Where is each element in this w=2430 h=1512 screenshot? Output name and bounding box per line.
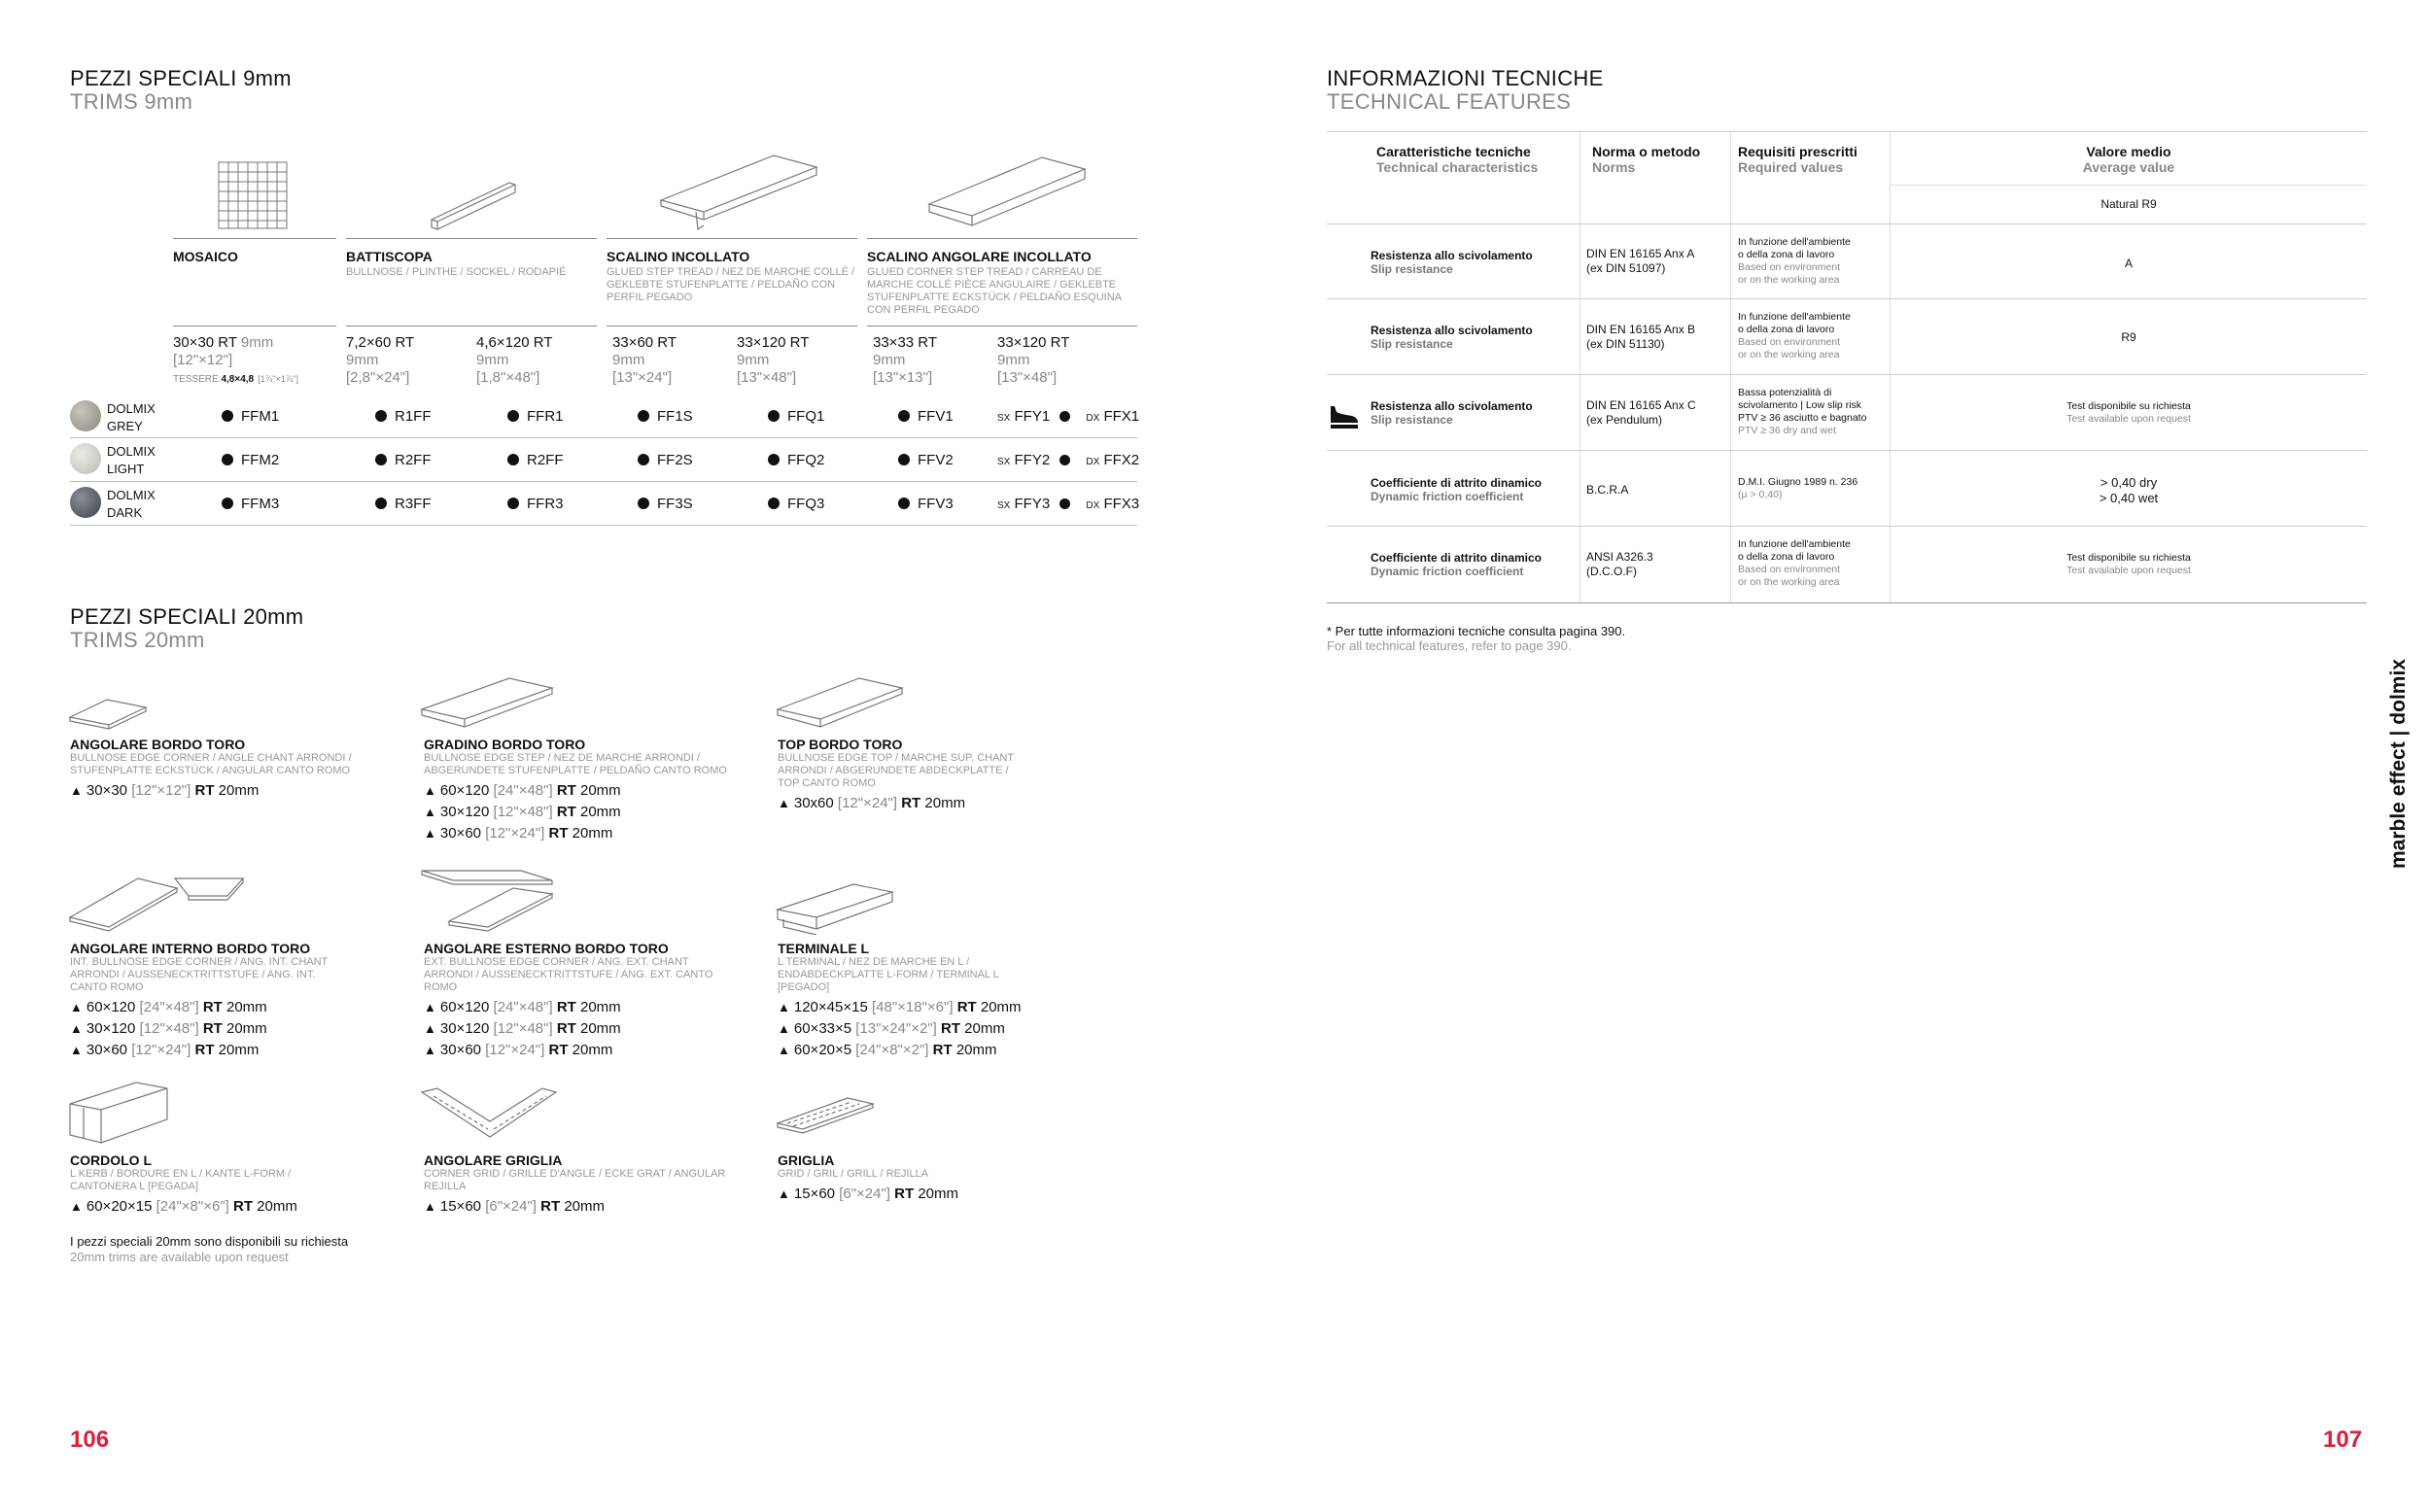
size-main: 33×120 RT [737, 334, 810, 351]
corner-bullnose-icon [68, 696, 150, 731]
td-char-2: Resistenza allo scivolamento Slip resistance [1371, 324, 1533, 351]
internal-corner-icon [68, 875, 247, 933]
size-main: 33×120 RT [997, 334, 1070, 351]
trim-item-corner-grid [424, 1152, 754, 1218]
code-cell: FFR1 [507, 408, 564, 425]
td-char-1: Resistenza allo scivolamento Slip resistance [1371, 249, 1533, 276]
item-name: ANGOLARE ESTERNO BORDO TORO [424, 941, 669, 956]
item-sub-line: ABGERUNDETE STUFENPLATTE / PELDAÑO CANTO ROMO [424, 765, 727, 776]
color-label-grey [107, 400, 156, 435]
step-tread-icon [657, 152, 822, 233]
code-cell-sxdx: SX FFY2 DX FFX2 [997, 452, 1140, 468]
col-mosaic-name: MOSAICO [173, 249, 238, 264]
corner-grid-icon [420, 1086, 560, 1145]
item-sub-line: ARRONDI / ABGERUNDETE ABDECKPLATTE / [778, 765, 1009, 776]
item-name: ANGOLARE BORDO TORO [70, 737, 246, 752]
th-characteristics: Caratteristiche tecniche Technical characteristics [1376, 144, 1539, 175]
color-line2: DARK [107, 505, 143, 520]
item-sub-line: BULLNOSE EDGE STEP / NEZ DE MARCHE ARRONDI / [424, 752, 701, 764]
page-number-left: 106 [70, 1426, 110, 1453]
trims20-title: PEZZI SPECIALI 20mm [70, 604, 304, 629]
item-sub-line: ARRONDI / AUSSENECKTRITTSTUFE / ANG. INT. [70, 969, 316, 980]
size-inch: [13"×13"] [873, 369, 933, 386]
size-line: ▲ 30×60 [12"×24"] RT 20mm [70, 1042, 260, 1058]
shoe-icon [1327, 396, 1360, 430]
tessere-label: TESSERE: [173, 374, 222, 385]
tech-title: INFORMAZIONI TECNICHE [1327, 66, 1604, 90]
color-label-dark [107, 487, 156, 522]
size-thick: 9mm [346, 352, 379, 368]
size-line: ▲ 30×120 [12"×48"] RT 20mm [424, 1020, 621, 1037]
td-val-4: > 0,40 dry > 0,40 wet [2099, 475, 2159, 505]
tessere-value: 4,8×4,8 [221, 374, 255, 385]
item-sub-line: ROMO [424, 981, 458, 993]
skirting-icon [428, 177, 517, 231]
item-sub-line: CORNER GRID / GRILLE D'ANGLE / ECKE GRAT / ANGULAR [424, 1168, 726, 1180]
trim-item-bullnose-step [424, 737, 754, 844]
item-sub-line: ENDABDECKPLATTE L-FORM / TERMINAL L [778, 969, 999, 980]
color-line1: DOLMIX [107, 401, 156, 416]
td-char-3: Resistenza allo scivolamento Slip resistance [1371, 399, 1533, 427]
code-cell: FFQ1 [768, 408, 824, 425]
code-cell: FFV3 [898, 496, 954, 512]
size-line: ▲ 30×120 [12"×48"] RT 20mm [424, 804, 621, 820]
item-sub-line: REJILLA [424, 1181, 467, 1192]
size-thick: 9mm [737, 352, 770, 368]
td-req-1: In funzione dell'ambiente o della zona di lavoro Based on environment or on the working area [1738, 236, 1851, 286]
code-cell: FFV2 [898, 452, 954, 468]
th-required: Requisiti prescritti Required values [1738, 144, 1857, 175]
th-norms: Norma o metodo Norms [1592, 144, 1701, 175]
td-req-4: D.M.I. Giugno 1989 n. 236 (μ > 0,40) [1738, 476, 1858, 500]
size-line: ▲ 60×33×5 [13"×24"×2"] RT 20mm [778, 1020, 1005, 1037]
col-skirting-sub: BULLNOSE / PLINTHE / SOCKEL / RODAPIÉ [346, 266, 567, 278]
code-cell: R2FF [507, 452, 564, 468]
size-thick: 9mm [997, 352, 1030, 368]
trim-item-external-corner [424, 941, 754, 1061]
page-number-right: 107 [2323, 1426, 2363, 1453]
item-name: TERMINALE L [778, 941, 870, 956]
col-step-name: SCALINO INCOLLATO [607, 249, 750, 264]
size-line: ▲ 15×60 [6"×24"] RT 20mm [424, 1198, 605, 1215]
td-req-5: In funzione dell'ambiente o della zona di lavoro Based on environment or on the working area [1738, 538, 1851, 588]
size-line: ▲ 15×60 [6"×24"] RT 20mm [778, 1186, 958, 1202]
swatch-dark [70, 487, 101, 518]
size-main: 30×30 RT [173, 334, 237, 351]
td-norm-3: DIN EN 16165 Anx C (ex Pendulum) [1586, 398, 1696, 427]
trims20-note-en: 20mm trims are available upon request [70, 1250, 289, 1264]
code-cell: FFM2 [222, 452, 279, 468]
trim-item-internal-corner [70, 941, 400, 1061]
item-sub-line: ARRONDI / AUSSENECKTRITTSTUFE / ANG. EXT. CANTO [424, 969, 713, 980]
trims20-subtitle: TRIMS 20mm [70, 628, 205, 652]
size-thick: 9mm [240, 334, 274, 351]
col-corner-step-sub: GLUED CORNER STEP TREAD / CARREAU DE MARCHE COLLÉ PIÈCE ANGULAIRE / GEKLEBTE STUFENPLATTE ECKSTÜCK / PELDAÑO ESQUINA CON PERFIL PEGADO [867, 266, 1122, 316]
item-name: GRIGLIA [778, 1152, 835, 1168]
code-cell: FF2S [638, 452, 693, 468]
item-sub-line: CANTONERA L [PEGADA] [70, 1181, 199, 1192]
code-cell: FFQ2 [768, 452, 824, 468]
size-line: ▲ 60×120 [24"×48"] RT 20mm [424, 782, 621, 799]
trims20-note-it: I pezzi speciali 20mm sono disponibili su richiesta [70, 1234, 349, 1249]
size-thick: 9mm [873, 352, 906, 368]
l-terminal-icon [776, 880, 896, 935]
size-step-2 [737, 334, 809, 387]
item-sub-line: [PEGADO] [778, 981, 830, 993]
grid-icon [776, 1094, 877, 1141]
size-line: ▲ 60×120 [24"×48"] RT 20mm [70, 999, 267, 1015]
size-skirting-1 [346, 334, 414, 387]
size-inch: [13"×48"] [997, 369, 1058, 386]
bullnose-step-icon [420, 674, 556, 733]
item-sub-line: L TERMINAL / NEZ DE MARCHE EN L / [778, 956, 970, 968]
td-req-2: In funzione dell'ambiente o della zona di lavoro Based on environment or on the working area [1738, 311, 1851, 361]
size-thick: 9mm [612, 352, 645, 368]
code-cell: FFM1 [222, 408, 279, 425]
external-corner-icon [420, 865, 560, 933]
swatch-light [70, 443, 101, 474]
size-step-1 [612, 334, 677, 387]
tech-subtitle: TECHNICAL FEATURES [1327, 89, 1572, 114]
item-sub-line: BULLNOSE EDGE CORNER / ANGLE CHANT ARRONDI / [70, 752, 352, 764]
item-sub-line: INT. BULLNOSE EDGE CORNER / ANG. INT. CHANT [70, 956, 329, 968]
code-cell-sxdx: SX FFY3 DX FFX3 [997, 496, 1140, 512]
size-mosaic [173, 334, 298, 389]
side-label-series: marble effect [2387, 741, 2410, 869]
size-inch: [2,8"×24"] [346, 369, 410, 386]
td-char-4: Coefficiente di attrito dinamico Dynamic friction coefficient [1371, 476, 1543, 503]
col-step-sub: GLUED STEP TREAD / NEZ DE MARCHE COLLÉ / GEKLEBTE STUFENPLATTE / PELDAÑO CON PERFIL PEGADO [607, 266, 855, 303]
size-skirting-2 [476, 334, 553, 387]
td-val-5: Test disponibile su richiesta Test available upon request [2066, 552, 2191, 576]
size-line: ▲ 30x60 [12"×24"] RT 20mm [778, 795, 966, 811]
tessere-inch: [1⅞"×1⅞"] [258, 374, 298, 384]
td-req-3: Bassa potenzialità di scivolamento | Low slip risk PTV ≥ 36 asciutto e bagnato PTV ≥ 36 dry and wet [1738, 387, 1867, 436]
size-main: 7,2×60 RT [346, 334, 415, 351]
side-label-separator: | [2387, 730, 2410, 737]
item-sub-line: CANTO ROMO [70, 981, 144, 993]
item-name: ANGOLARE INTERNO BORDO TORO [70, 941, 311, 956]
color-line2: LIGHT [107, 462, 145, 476]
td-norm-4: B.C.R.A [1586, 483, 1629, 497]
trim-item-l-terminal [778, 941, 1069, 1061]
td-val-3: Test disponibile su richiesta Test available upon request [2066, 400, 2191, 425]
td-norm-2: DIN EN 16165 Anx B (ex DIN 51130) [1586, 323, 1696, 351]
trims9-subtitle: TRIMS 9mm [70, 89, 193, 114]
item-name: CORDOLO L [70, 1152, 152, 1168]
corner-step-tread-icon [923, 152, 1089, 233]
size-line: ▲ 60×120 [24"×48"] RT 20mm [424, 999, 621, 1015]
code-cell: FFM3 [222, 496, 279, 512]
code-cell: FFQ3 [768, 496, 824, 512]
mosaic-icon [218, 161, 290, 231]
trim-item-grid [778, 1152, 1069, 1205]
color-label-light [107, 443, 156, 478]
side-label [2387, 659, 2411, 869]
size-inch: [12"×12"] [173, 352, 233, 368]
swatch-grey [70, 400, 101, 431]
item-sub-line: STUFENPLATTE ECKSTÜCK / ANGULAR CANTO ROMO [70, 765, 351, 776]
size-main: 33×60 RT [612, 334, 677, 351]
td-char-5: Coefficiente di attrito dinamico Dynamic friction coefficient [1371, 551, 1543, 578]
item-sub-line: GRID / GRIL / GRILL / REJILLA [778, 1168, 929, 1180]
size-line: ▲ 60×20×15 [24"×8"×6"] RT 20mm [70, 1198, 297, 1215]
trim-item-corner-bullnose [70, 737, 400, 802]
color-line1: DOLMIX [107, 444, 156, 459]
code-cell: FF3S [638, 496, 693, 512]
size-main: 4,6×120 RT [476, 334, 553, 351]
size-inch: [1,8"×48"] [476, 369, 540, 386]
side-label-collection: dolmix [2387, 659, 2410, 725]
item-sub-line: BULLNOSE EDGE TOP / MARCHE SUP. CHANT [778, 752, 1015, 764]
item-name: GRADINO BORDO TORO [424, 737, 586, 752]
size-corner-1 [873, 334, 937, 387]
size-line: ▲ 30×30 [12"×12"] RT 20mm [70, 782, 260, 799]
tech-note-en: For all technical features, refer to page 390. [1327, 638, 1572, 653]
trim-item-l-kerb [70, 1152, 400, 1218]
size-line: ▲ 30×60 [12"×24"] RT 20mm [424, 1042, 613, 1058]
col-corner-step-name: SCALINO ANGOLARE INCOLLATO [867, 249, 1092, 264]
th-average: Valore medio Average value [2082, 144, 2175, 175]
code-cell: R1FF [375, 408, 432, 425]
code-cell: R3FF [375, 496, 432, 512]
tech-note-it: * Per tutte informazioni tecniche consulta pagina 390. [1327, 624, 1626, 638]
color-line2: GREY [107, 419, 143, 433]
code-cell: FFV1 [898, 408, 954, 425]
size-line: ▲ 30×120 [12"×48"] RT 20mm [70, 1020, 267, 1037]
item-name: TOP BORDO TORO [778, 737, 903, 752]
l-kerb-icon [68, 1081, 171, 1147]
size-line: ▲ 120×45×15 [48"×18"×6"] RT 20mm [778, 999, 1022, 1015]
size-line: ▲ 30×60 [12"×24"] RT 20mm [424, 825, 613, 842]
bullnose-top-icon [776, 674, 906, 733]
code-cell-sxdx: SX FFY1 DX FFX1 [997, 408, 1140, 425]
col-skirting-name: BATTISCOPA [346, 249, 433, 264]
code-cell: FFR3 [507, 496, 564, 512]
trim-item-bullnose-top [778, 737, 1050, 814]
td-val-2: R9 [2121, 330, 2136, 344]
td-val-1: A [2124, 257, 2133, 270]
size-inch: [13"×48"] [737, 369, 797, 386]
size-line: ▲ 60×20×5 [24"×8"×2"] RT 20mm [778, 1042, 997, 1058]
th-value-subheader: Natural R9 [2100, 197, 2157, 211]
item-sub-line: L KERB / BORDURE EN L / KANTE L-FORM / [70, 1168, 292, 1180]
color-line1: DOLMIX [107, 488, 156, 502]
td-norm-5: ANSI A326.3 (D.C.O.F) [1586, 550, 1653, 578]
size-main: 33×33 RT [873, 334, 938, 351]
code-cell: FF1S [638, 408, 693, 425]
code-cell: R2FF [375, 452, 432, 468]
size-inch: [13"×24"] [612, 369, 673, 386]
td-norm-1: DIN EN 16165 Anx A (ex DIN 51097) [1586, 247, 1695, 275]
item-sub-line: EXT. BULLNOSE EDGE CORNER / ANG. EXT. CHANT [424, 956, 689, 968]
item-sub-line: TOP CANTO ROMO [778, 777, 876, 789]
item-name: ANGOLARE GRIGLIA [424, 1152, 563, 1168]
trims9-title: PEZZI SPECIALI 9mm [70, 66, 292, 90]
size-thick: 9mm [476, 352, 509, 368]
size-corner-2 [997, 334, 1069, 387]
